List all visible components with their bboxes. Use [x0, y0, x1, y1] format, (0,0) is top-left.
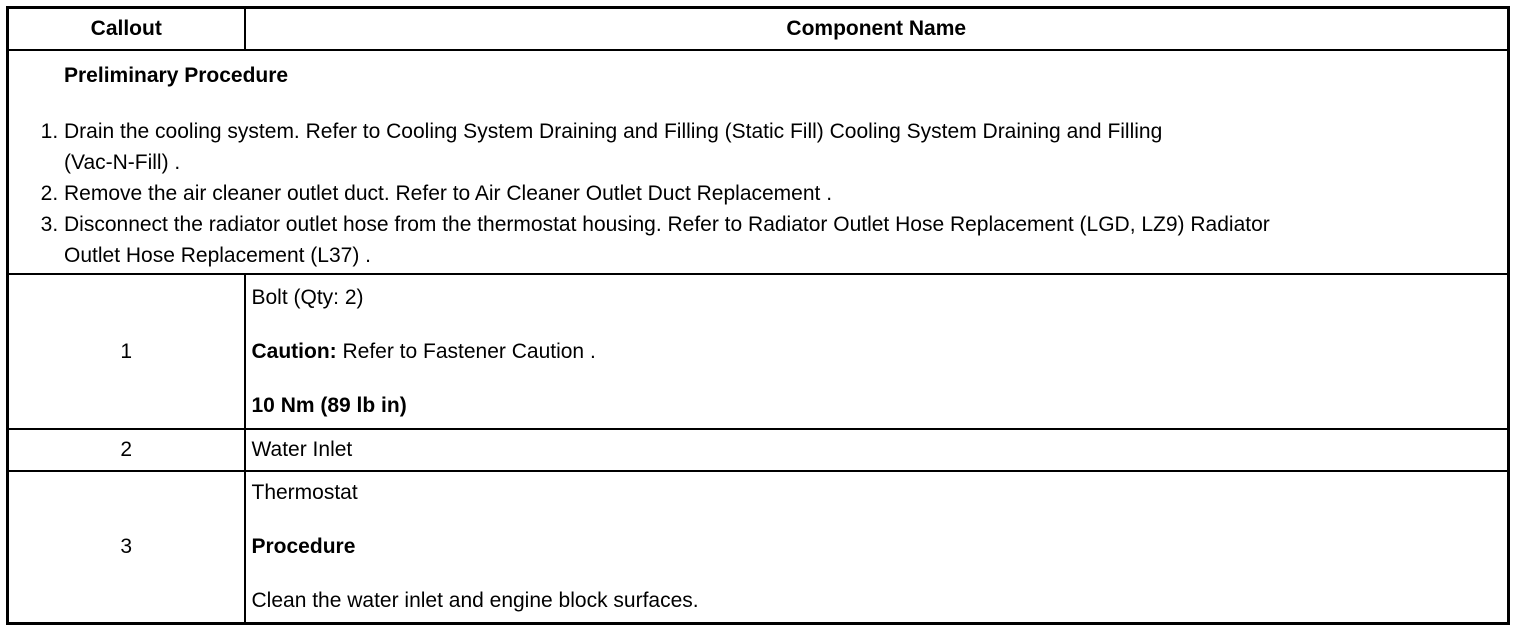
torque-spec: [252, 393, 1508, 419]
caution-text: Refer to Fastener Caution .: [336, 339, 596, 363]
step-text-line1: 1. Drain the cooling system. Refer to Cooling System Draining and Filling (Static Fill) Cooling System Draining and Filling: [64, 120, 1163, 143]
callout-number: 3: [8, 471, 245, 624]
step-text-line1: 3. Disconnect the radiator outlet hose from the thermostat housing. Refer to Radiator Outlet Hose Replacement (LGD, LZ9) Radiator: [64, 213, 1270, 236]
procedure-text: Clean the water inlet and engine block surfaces.: [251, 589, 699, 612]
callout-number: 1: [8, 274, 245, 429]
procedure-heading: [252, 534, 1508, 560]
component-name: Bolt (Qty: 2): [251, 285, 364, 309]
procedure-label: Procedure: [251, 535, 356, 558]
step-text-line2: Outlet Hose Replacement (L37) .: [64, 244, 371, 267]
preliminary-row: [8, 50, 1509, 274]
component-cell: [245, 274, 1509, 429]
component-name: Thermostat: [251, 481, 358, 504]
caution-note: [252, 339, 1508, 365]
step-text-line2: (Vac-N-Fill) .: [64, 151, 181, 174]
preliminary-steps: [9, 116, 1507, 271]
preliminary-title: Preliminary Procedure: [64, 64, 289, 87]
step-text-line1: 2. Remove the air cleaner outlet duct. Refer to Air Cleaner Outlet Duct Replacement .: [64, 182, 833, 205]
procedure-sheet: [6, 6, 1507, 619]
table-row: [8, 429, 1509, 471]
header-component-name: Component Name: [245, 8, 1509, 51]
component-name: Water Inlet: [251, 438, 353, 461]
preliminary-cell: [8, 50, 1509, 274]
table-row: [8, 471, 1509, 624]
table-header-row: [8, 8, 1509, 51]
component-cell: [245, 471, 1509, 624]
step-item: [64, 178, 1507, 209]
table-row: [8, 274, 1509, 429]
torque-value: 10 Nm (89 lb in): [251, 393, 407, 417]
step-item: [64, 209, 1507, 271]
step-item: [64, 116, 1507, 178]
header-callout: Callout: [8, 8, 245, 51]
callout-number: 2: [8, 429, 245, 471]
component-table: [6, 6, 1510, 625]
caution-label: Caution:: [251, 339, 337, 363]
component-cell: [245, 429, 1509, 471]
